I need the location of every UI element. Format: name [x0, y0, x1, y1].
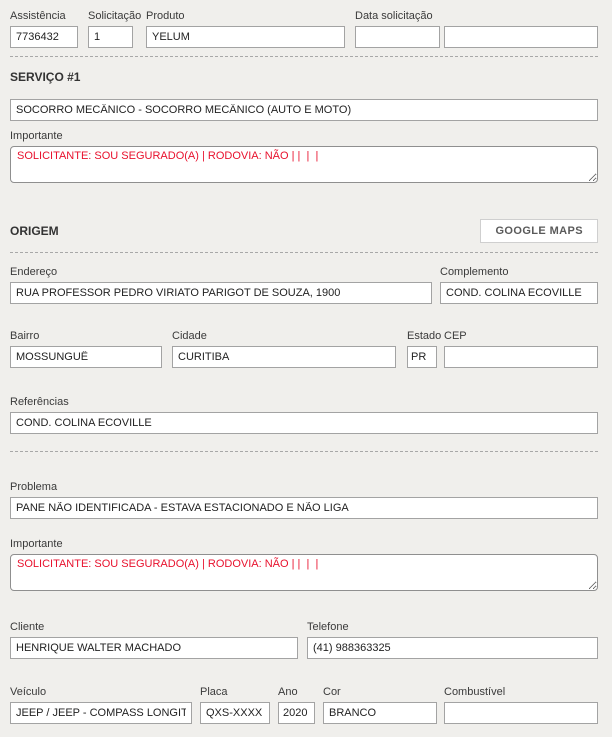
cep-label: CEP [444, 330, 467, 342]
problema-importante-textarea[interactable] [10, 554, 598, 591]
endereco-row [10, 266, 598, 304]
problema-input[interactable] [10, 497, 598, 519]
telefone-label: Telefone [307, 621, 349, 633]
endereco-input[interactable] [10, 282, 432, 304]
data-solicitacao-date-input[interactable] [355, 26, 440, 48]
veiculo-row [10, 686, 598, 724]
assistencia-input[interactable] [10, 26, 78, 48]
referencias-row [10, 396, 598, 434]
produto-input[interactable] [146, 26, 345, 48]
google-maps-button[interactable]: GOOGLE MAPS [480, 219, 598, 243]
ano-label: Ano [278, 686, 298, 698]
divider [10, 252, 598, 253]
assistencia-label: Assistência [10, 10, 66, 22]
cliente-label: Cliente [10, 621, 45, 633]
placa-label: Placa [200, 686, 228, 698]
placa-input[interactable] [200, 702, 270, 724]
problema-importante-label: Importante [10, 538, 63, 550]
endereco-label: Endereço [10, 266, 58, 278]
referencias-input[interactable] [10, 412, 598, 434]
origem-section-title: ORIGEM [10, 224, 59, 238]
combustivel-label: Combustível [444, 686, 506, 698]
cliente-row [10, 621, 598, 659]
divider [10, 56, 598, 57]
produto-label: Produto [146, 10, 185, 22]
cliente-input[interactable] [10, 637, 298, 659]
origem-header-row [10, 219, 598, 243]
servico-section-title: SERVIÇO #1 [10, 70, 81, 84]
complemento-input[interactable] [440, 282, 598, 304]
cor-input[interactable] [323, 702, 437, 724]
problema-label: Problema [10, 481, 58, 493]
bairro-row [10, 330, 598, 368]
data-solicitacao-label: Data solicitação [355, 10, 433, 22]
cep-input[interactable] [444, 346, 598, 368]
data-solicitacao-time-input[interactable] [444, 26, 598, 48]
cor-label: Cor [323, 686, 341, 698]
solicitacao-input[interactable] [88, 26, 133, 48]
servico-importante-label: Importante [10, 130, 63, 142]
cidade-label: Cidade [172, 330, 207, 342]
complemento-label: Complemento [440, 266, 509, 278]
bairro-input[interactable] [10, 346, 162, 368]
ano-input[interactable] [278, 702, 315, 724]
estado-input[interactable] [407, 346, 437, 368]
problema-row [10, 481, 598, 519]
servico-input[interactable] [10, 99, 598, 121]
veiculo-label: Veículo [10, 686, 47, 698]
cidade-input[interactable] [172, 346, 396, 368]
problema-importante-row [10, 538, 598, 591]
combustivel-input[interactable] [444, 702, 598, 724]
telefone-input[interactable] [307, 637, 598, 659]
servico-importante-textarea[interactable] [10, 146, 598, 183]
veiculo-input[interactable] [10, 702, 192, 724]
header-row [10, 10, 598, 48]
estado-label: Estado [407, 330, 442, 342]
referencias-label: Referências [10, 396, 69, 408]
bairro-label: Bairro [10, 330, 40, 342]
divider [10, 451, 598, 452]
solicitacao-label: Solicitação [88, 10, 142, 22]
